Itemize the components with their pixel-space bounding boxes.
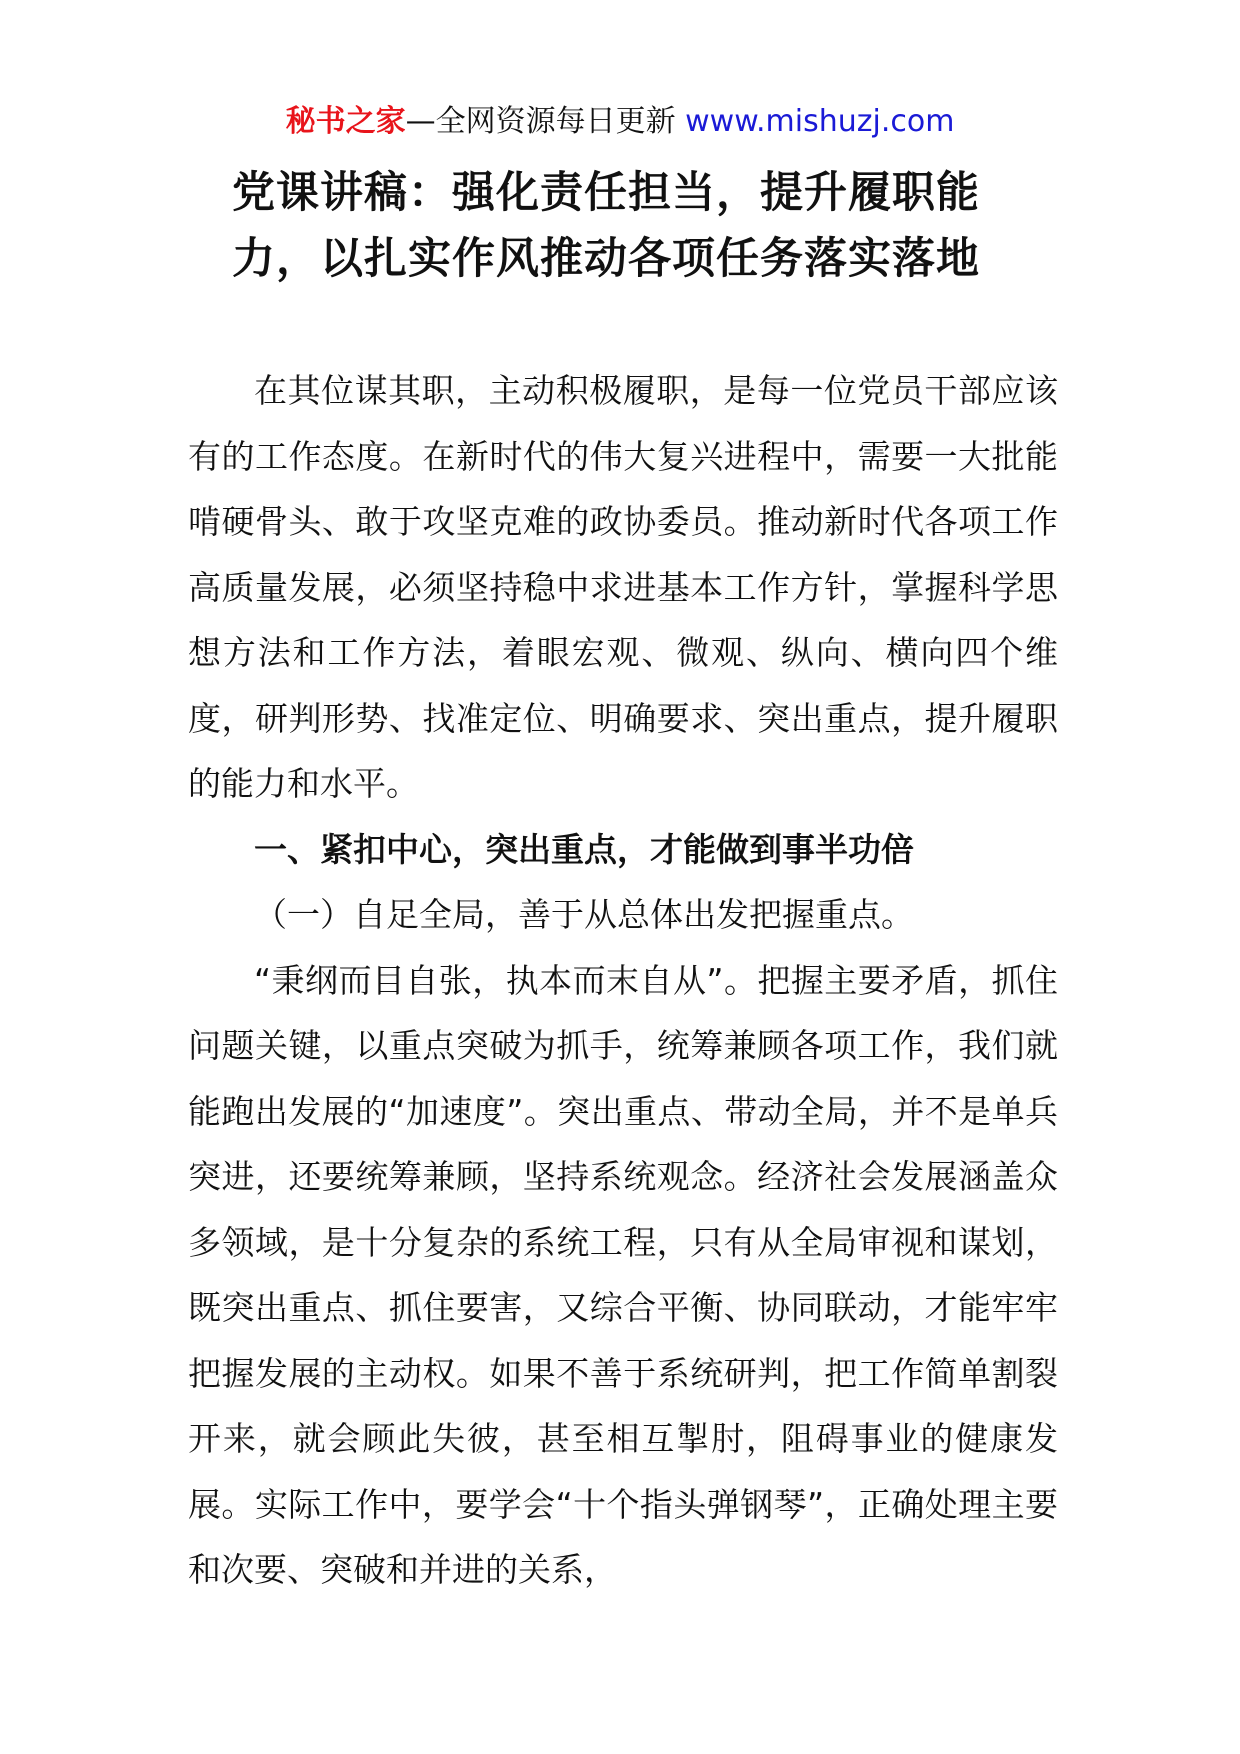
site-header — [0, 100, 1240, 144]
site-slogan: —全网资源每日更新 — [405, 104, 676, 139]
subsection-heading-1: （一）自足全局，善于从总体出发把握重点。 — [254, 895, 914, 934]
site-name: 秘书之家 — [285, 104, 406, 139]
document-body — [188, 358, 1058, 1603]
body-paragraph: “秉纲而目自张，执本而末自从”。把握主要矛盾，抓住问题关键，以重点突破为抓手，统筹兼顾各项工作，我们就能跑出发展的“加速度”。突出重点、带动全局，并不是单兵突进，还要统筹兼顾，坚持系统观念。经济社会发展涵盖众多领域，是十分复杂的系统工程，只有从全局审视和谋划，既突出重点、抓住要害，又综合平衡、协同联动，才能牢牢把握发展的主动权。如果不善于系统研判，把工作简单割裂开来，就会顾此失彼，甚至相互掣肘，阻碍事业的健康发展。实际工作中，要学会“十个指头弹钢琴”，正确处理主要和次要、突破和并进的关系， — [188, 960, 1058, 1589]
document-title: 党课讲稿：强化责任担当，提升履职能力，以扎实作风推动各项任务落实落地 — [232, 168, 980, 284]
site-url-link[interactable]: www.mishuzj.com — [685, 104, 955, 139]
section-heading-1: 一、紧扣中心，突出重点，才能做到事半功倍 — [254, 829, 914, 869]
intro-paragraph: 在其位谋其职，主动积极履职，是每一位党员干部应该有的工作态度。在新时代的伟大复兴进程中，需要一大批能啃硬骨头、敢于攻坚克难的政协委员。推动新时代各项工作高质量发展，必须坚持稳中求进基本工作方针，掌握科学思想方法和工作方法，着眼宏观、微观、纵向、横向四个维度，研判形势、找准定位、明确要求、突出重点，提升履职的能力和水平。 — [188, 371, 1058, 803]
